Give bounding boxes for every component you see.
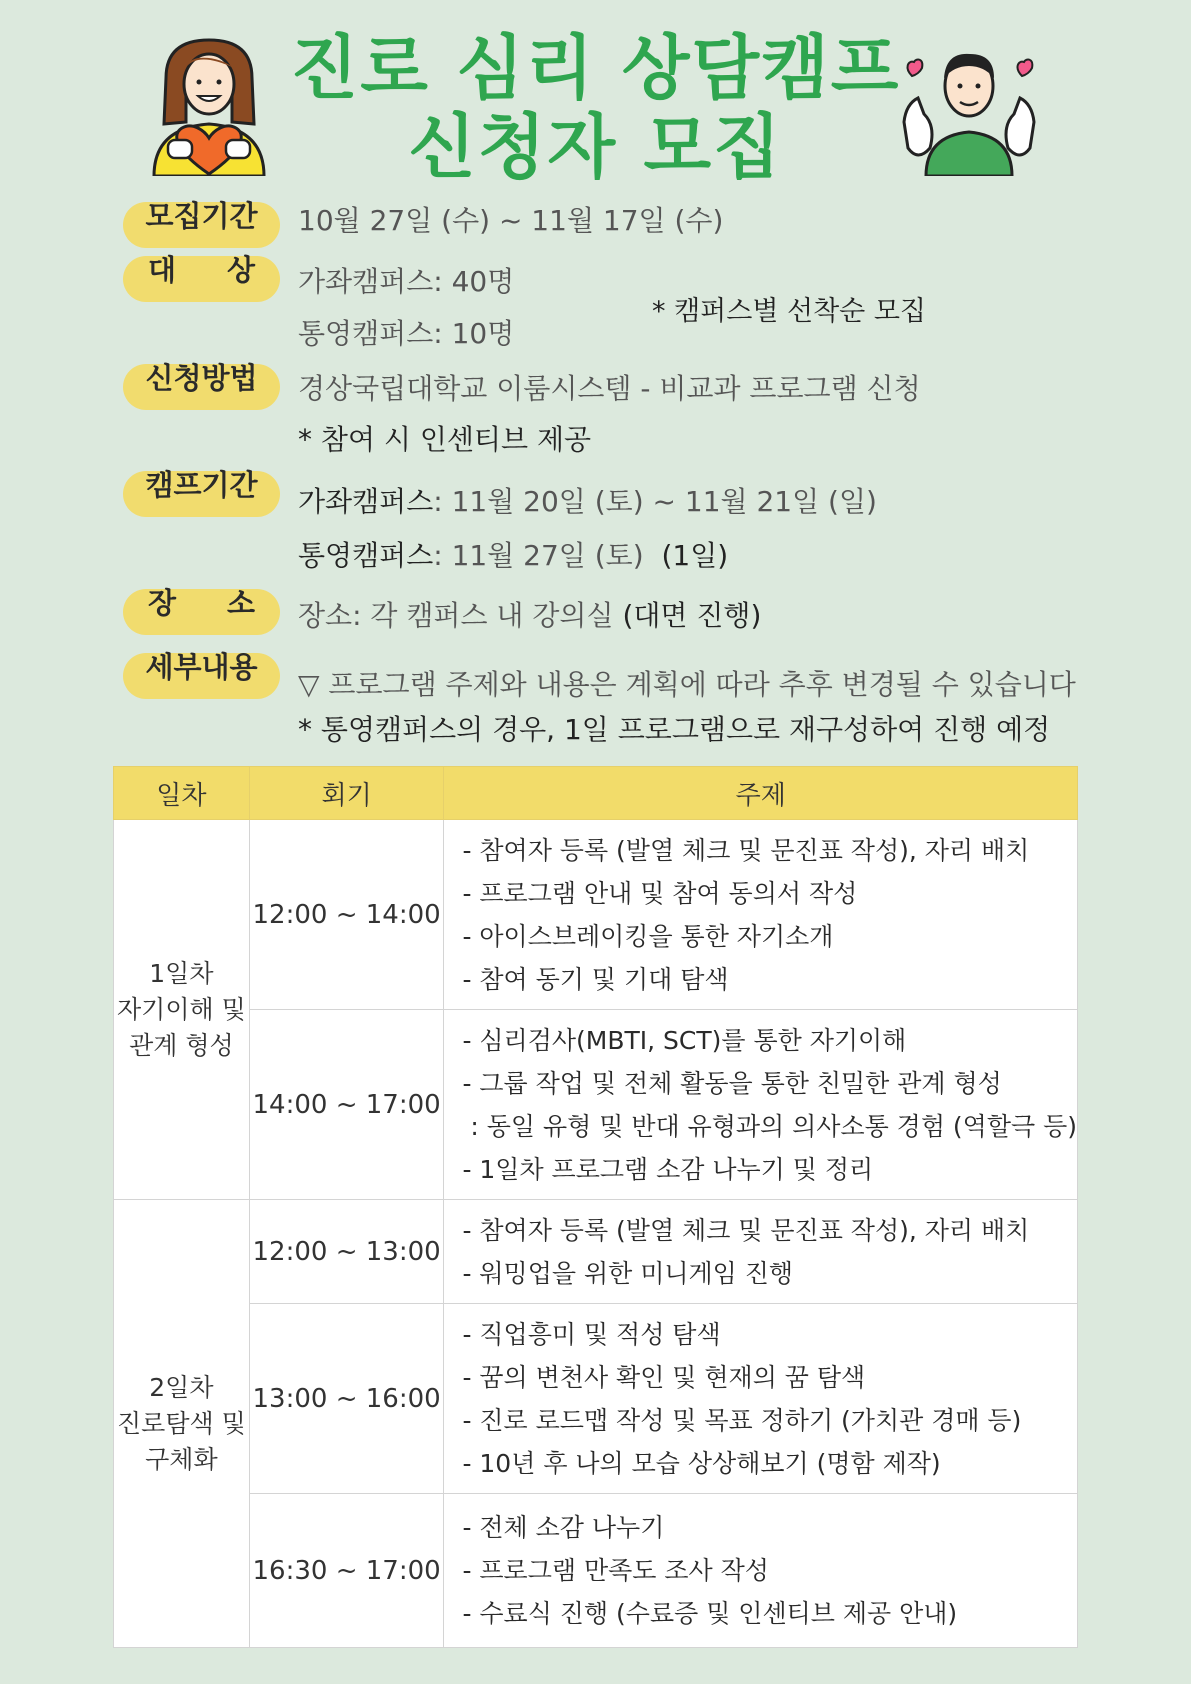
header-day: 일차 [114, 767, 250, 820]
camp-tongyeong-line [298, 534, 728, 574]
topic-item: - 아이스브레이킹을 통한 자기소개 [462, 921, 834, 951]
label-place-text [123, 581, 280, 622]
topic-item: - 참여 동기 및 기대 탐색 [462, 964, 729, 994]
label-details [123, 650, 280, 699]
label-target [123, 253, 280, 302]
label-recruit-period-text: 모집기간 [145, 199, 258, 233]
label-camp-period [123, 468, 280, 517]
table-row [114, 1010, 1078, 1200]
label-place-char1: 장 [148, 586, 177, 620]
topic-item: - 그룹 작업 및 전체 활동을 통한 친밀한 관계 형성 [462, 1068, 1002, 1098]
label-method [123, 361, 280, 410]
label-details-text: 세부내용 [145, 650, 258, 684]
page-title-line1: 진로 심리 상담캠프 [290, 27, 901, 109]
method-value: 경상국립대학교 이룸시스템 - 비교과 프로그램 신청 [298, 372, 921, 405]
session-time: 12:00 ~ 14:00 [249, 820, 444, 1010]
target-tongyeong: 통영캠퍼스: 10명 [298, 317, 515, 350]
topic-item: - 진로 로드맵 작성 및 목표 정하기 (가치관 경매 등) [462, 1405, 1022, 1435]
session-topics [444, 1010, 1078, 1200]
session-time: 16:30 ~ 17:00 [249, 1494, 444, 1648]
topic-item: - 꿈의 변천사 확인 및 현재의 꿈 탐색 [462, 1362, 866, 1392]
table-row [114, 1200, 1078, 1304]
topic-item: - 수료식 진행 (수료증 및 인센티브 제공 안내) [462, 1599, 958, 1628]
topic-item: - 참여자 등록 (발열 체크 및 문진표 작성), 자리 배치 [462, 835, 1030, 865]
day2-theme-line1: 진로탐색 및 [117, 1408, 246, 1438]
recruit-period-value: 10월 27일 (수) ~ 11월 17일 (수) [298, 204, 724, 237]
camp-tongyeong-name: 통영캠퍼스 [298, 539, 434, 572]
label-method-text: 신청방법 [145, 361, 258, 395]
session-time: 12:00 ~ 13:00 [249, 1200, 444, 1304]
schedule-table [113, 766, 1078, 1648]
table-row [114, 1494, 1078, 1648]
woman-holding-heart-illustration [148, 36, 270, 176]
topic-item: - 참여자 등록 (발열 체크 및 문진표 작성), 자리 배치 [462, 1215, 1030, 1245]
session-topics [444, 1494, 1078, 1648]
table-row [114, 1304, 1078, 1494]
topic-item: - 10년 후 나의 모습 상상해보기 (명함 제작) [462, 1448, 941, 1478]
session-topics [444, 820, 1078, 1010]
topic-item: - 전체 소감 나누기 [462, 1513, 665, 1542]
session-topics [444, 1200, 1078, 1304]
topic-item: - 심리검사(MBTI, SCT)를 통한 자기이해 [462, 1025, 907, 1055]
table-row [114, 820, 1078, 1010]
schedule-header-row [114, 767, 1078, 820]
day1-theme-line1: 자기이해 및 [117, 994, 246, 1024]
day1-theme-line2: 관계 형성 [129, 1030, 234, 1060]
session-time: 14:00 ~ 17:00 [249, 1010, 444, 1200]
details-value: ▽ 프로그램 주제와 내용은 계획에 따라 추후 변경될 수 있습니다 [298, 668, 1076, 701]
page-title-line2: 신청자 모집 [408, 106, 783, 188]
session-topics [444, 1304, 1078, 1494]
topic-item: - 직업흥미 및 적성 탐색 [462, 1319, 721, 1349]
camp-gajwa-date: : 11월 20일 (토) ~ 11월 21일 (일) [433, 485, 877, 518]
day1-cell [114, 820, 250, 1200]
label-target-char1: 대 [148, 253, 177, 287]
label-place-char2: 소 [226, 586, 255, 620]
details-note: * 통영캠퍼스의 경우, 1일 프로그램으로 재구성하여 진행 예정 [298, 713, 1051, 746]
session-time: 13:00 ~ 16:00 [249, 1304, 444, 1494]
camp-gajwa-name: 가좌캠퍼스 [298, 485, 434, 518]
target-gajwa: 가좌캠퍼스: 40명 [298, 265, 515, 298]
camp-tongyeong-days: (1일) [661, 539, 729, 572]
label-recruit-period [123, 199, 280, 248]
method-note: * 참여 시 인센티브 제공 [298, 423, 592, 456]
header-session: 회기 [249, 767, 444, 820]
label-place [123, 586, 280, 635]
topic-item: - 워밍업을 위한 미니게임 진행 [462, 1258, 794, 1288]
place-value: 장소: 각 캠퍼스 내 강의실 [298, 599, 614, 632]
label-target-text [123, 248, 280, 289]
man-finger-heart-illustration [900, 48, 1038, 176]
place-line [298, 594, 761, 634]
day2-theme-line2: 구체화 [145, 1444, 218, 1474]
camp-gajwa-line [298, 480, 877, 520]
topic-item: - 프로그램 안내 및 참여 동의서 작성 [462, 878, 858, 908]
day2-cell [114, 1200, 250, 1648]
place-note: (대면 진행) [622, 599, 762, 632]
topic-item: : 동일 유형 및 반대 유형과의 의사소통 경험 (역할극 등) [462, 1111, 1077, 1141]
header-topic: 주제 [444, 767, 1078, 820]
label-target-char2: 상 [226, 253, 255, 287]
camp-tongyeong-date: : 11월 27일 (토) [433, 539, 644, 572]
target-note: * 캠퍼스별 선착순 모집 [652, 296, 926, 327]
topic-item: - 프로그램 만족도 조사 작성 [462, 1556, 769, 1585]
topic-item: - 1일차 프로그램 소감 나누기 및 정리 [462, 1154, 874, 1184]
label-camp-period-text: 캠프기간 [145, 468, 258, 502]
day1-number: 1일차 [149, 958, 214, 988]
day2-number: 2일차 [149, 1372, 214, 1402]
